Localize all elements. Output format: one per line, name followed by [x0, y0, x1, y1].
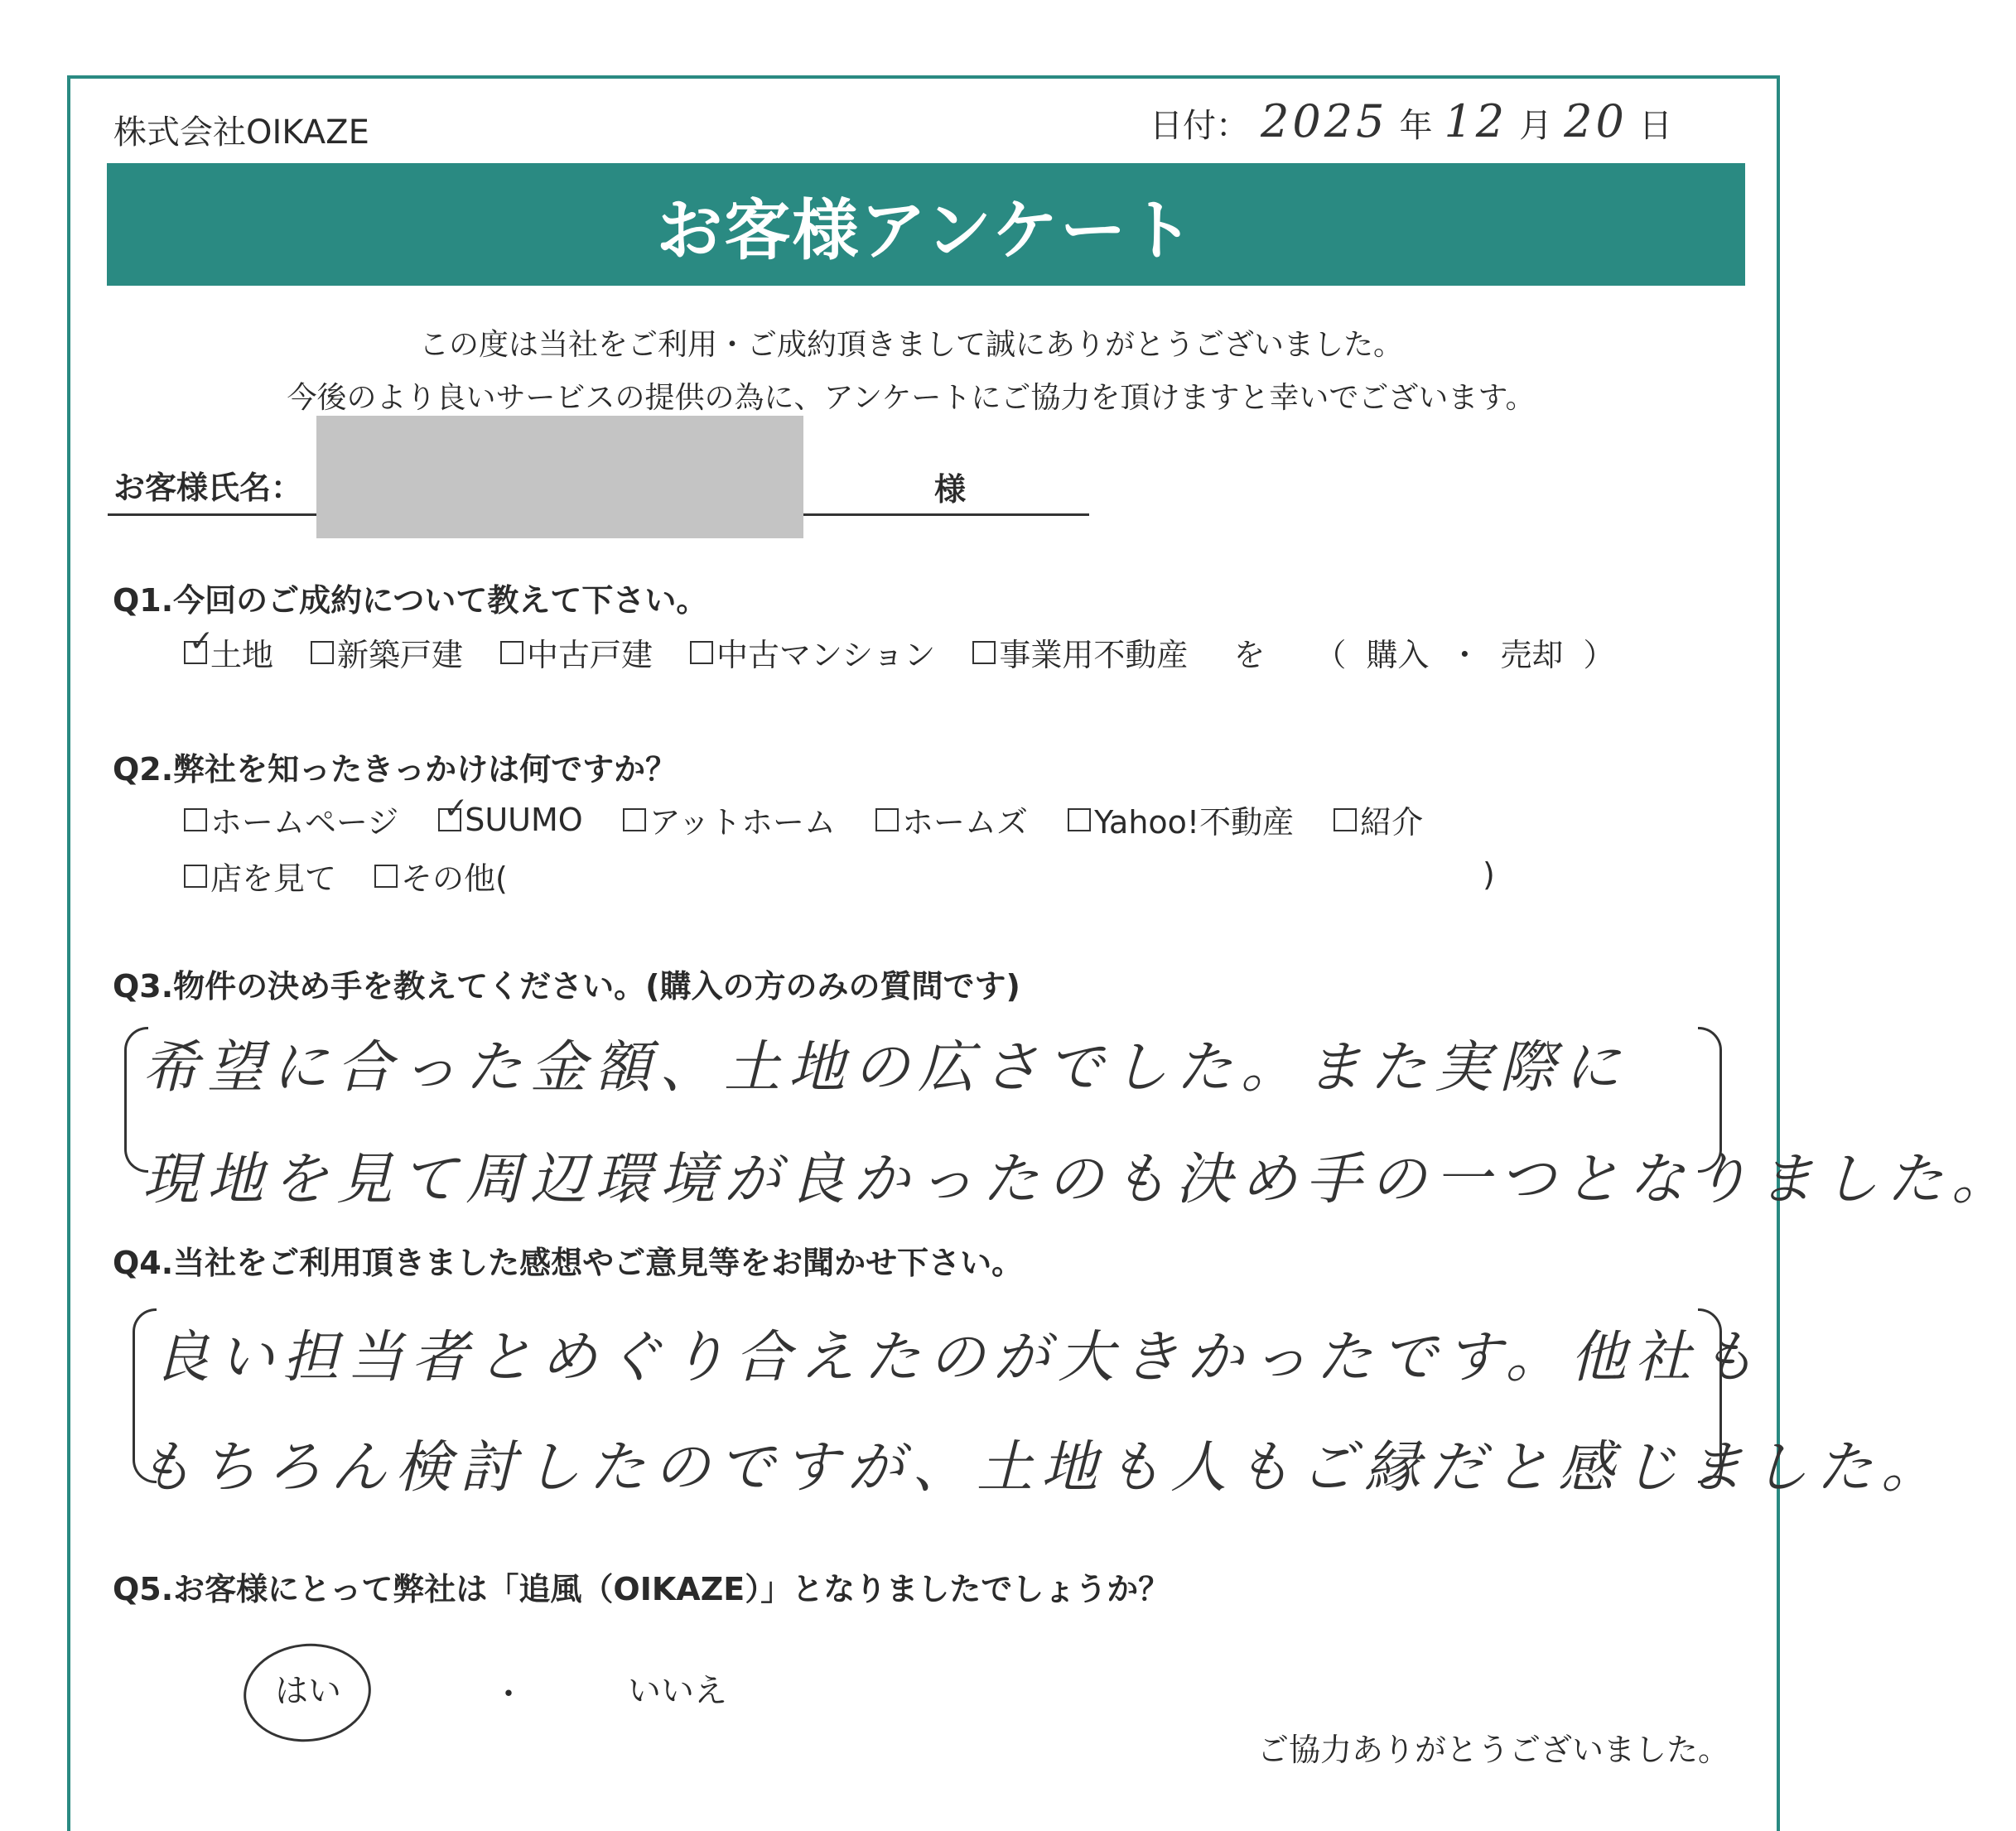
checkmark-icon: ✓ — [189, 624, 215, 658]
q2-other-close: ) — [1483, 856, 1495, 893]
q5-no-option[interactable]: いいえ — [628, 1672, 727, 1710]
q1-wo: を — [1233, 637, 1266, 673]
checkbox[interactable] — [184, 865, 207, 888]
checkbox[interactable] — [690, 641, 713, 664]
paren-close: ） — [1583, 637, 1615, 673]
q5-separator: ・ — [492, 1675, 525, 1713]
option-label: 紹介 — [1360, 804, 1424, 841]
company-name: 株式会社OIKAZE — [113, 113, 369, 152]
option-label: その他( — [401, 860, 508, 897]
option-label: 店を見て — [210, 860, 337, 897]
checkbox[interactable] — [374, 865, 398, 888]
q3-question: Q3.物件の決め手を教えてください。(購入の方のみの質問です) — [113, 968, 1020, 1005]
q2-option-referral[interactable] — [1334, 797, 1423, 842]
q2-option-homes[interactable] — [875, 797, 1028, 842]
q1-option-used-condo[interactable] — [690, 629, 935, 675]
option-label: 中古戸建 — [527, 637, 654, 673]
q2-option-yahoo[interactable] — [1068, 797, 1294, 842]
title-banner — [107, 163, 1745, 286]
q2-option-homepage[interactable] — [184, 797, 398, 842]
checkbox[interactable] — [875, 808, 899, 831]
date-day-unit: 日 — [1638, 107, 1672, 145]
q3-answer-line-1: 希望に合った金額、土地の広さでした。また実際に — [142, 1035, 1629, 1101]
q1-buy-sell — [1314, 629, 1614, 675]
date-day: 20 — [1564, 95, 1628, 147]
date-year-unit: 年 — [1399, 107, 1433, 145]
intro-line-1: この度は当社をご利用・ご成約頂きまして誠にありがとうございました。 — [418, 328, 1403, 362]
date-month-unit: 月 — [1519, 107, 1553, 145]
option-label: SUUMO — [465, 801, 583, 838]
option-label: ホームズ — [902, 804, 1029, 841]
checkbox[interactable] — [500, 641, 523, 664]
checkbox[interactable] — [184, 808, 207, 831]
checkbox[interactable] — [184, 624, 215, 664]
q2-question: Q2.弊社を知ったきっかけは何ですか？ — [113, 751, 678, 788]
date-row — [1150, 95, 1672, 147]
checkbox[interactable] — [972, 641, 996, 664]
customer-name-suffix: 様 — [934, 471, 967, 508]
q1-option-land[interactable] — [184, 624, 274, 675]
closing-thanks: ご協力ありがとうございました。 — [1257, 1732, 1730, 1768]
q1-buy-sell-separator: ・ — [1449, 637, 1481, 673]
date-month: 12 — [1444, 95, 1508, 147]
page-title: お客様アンケート — [656, 191, 1196, 269]
q2-option-other[interactable] — [374, 853, 508, 899]
intro-line-2: 今後のより良いサービスの提供の為に、アンケートにご協力を頂けますと幸いでございます。 — [287, 381, 1536, 415]
q1-question: Q1.今回のご成約について教えて下さい。 — [113, 582, 708, 619]
q2-option-suumo[interactable] — [438, 791, 583, 838]
q5-question: Q5.お客様にとって弊社は「追風（OIKAZE）」となりましたでしょうか？ — [113, 1571, 1170, 1607]
option-label: 中古マンション — [716, 637, 936, 673]
q3-answer-line-2: 現地を見て周辺環境が良かったのも決め手の一つとなりました。 — [142, 1147, 2016, 1212]
q1-options — [184, 624, 1615, 675]
q2-options-row-2 — [184, 853, 546, 899]
q1-sell[interactable]: 売却 — [1500, 637, 1564, 673]
q4-answer-line-2: もちろん検討したのですが、土地も人もご縁だと感じました。 — [137, 1435, 1946, 1501]
q4-answer-line-1: 良い担当者とめぐり合えたのが大きかったです。他社も — [153, 1325, 1764, 1390]
checkbox[interactable] — [438, 791, 469, 831]
customer-name-label: お客様氏名： — [113, 470, 303, 506]
checkbox[interactable] — [1068, 808, 1091, 831]
checkbox[interactable] — [311, 641, 334, 664]
checkbox[interactable] — [623, 808, 646, 831]
option-label: Yahoo!不動産 — [1094, 804, 1295, 841]
date-year: 2025 — [1261, 95, 1388, 147]
checkbox[interactable] — [1334, 808, 1357, 831]
date-label: 日付： — [1150, 107, 1249, 145]
q1-option-used-house[interactable] — [500, 629, 653, 675]
q1-buy[interactable]: 購入 — [1366, 637, 1430, 673]
checkmark-icon: ✓ — [443, 791, 469, 826]
option-label: ホームページ — [210, 804, 399, 841]
q2-options-row-1 — [184, 791, 1463, 842]
q1-option-new-house[interactable] — [311, 629, 463, 675]
option-label: 土地 — [210, 637, 274, 673]
customer-name-redaction — [316, 416, 803, 538]
q5-yes-option[interactable]: はい — [275, 1672, 341, 1710]
q1-option-business[interactable] — [972, 629, 1188, 675]
q2-option-athome[interactable] — [623, 797, 836, 842]
q2-option-store[interactable] — [184, 853, 336, 899]
option-label: 新築戸建 — [337, 637, 464, 673]
option-label: 事業用不動産 — [999, 637, 1189, 673]
option-label: アットホーム — [649, 804, 837, 841]
paren-open: （ — [1314, 637, 1347, 673]
q4-question: Q4.当社をご利用頂きました感想やご意見等をお聞かせ下さい。 — [113, 1245, 1024, 1281]
